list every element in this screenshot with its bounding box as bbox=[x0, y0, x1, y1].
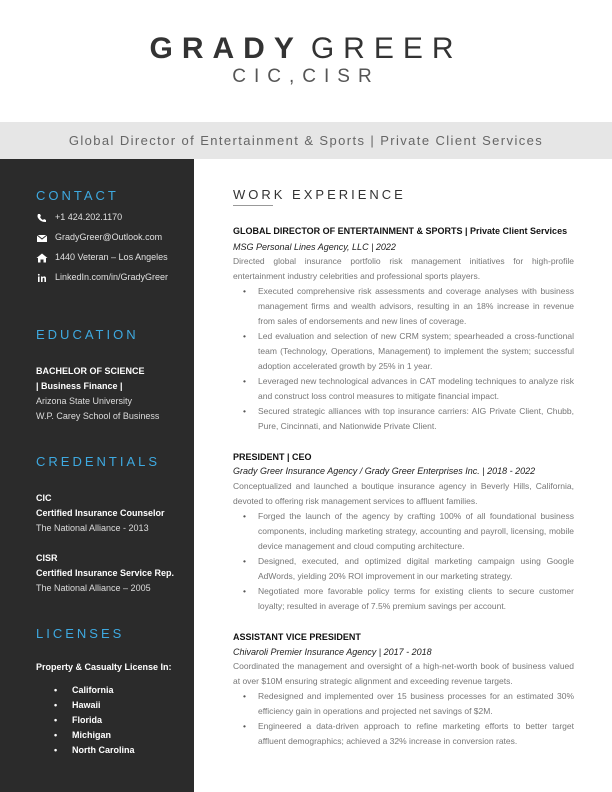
first-name: GRADY bbox=[149, 32, 303, 65]
job-description: Coordinated the management and oversight of a high-net-worth book of business valued at over $10M ensuring strategic alignment and exceeding revenue targets. bbox=[233, 661, 574, 686]
sidebar bbox=[0, 159, 194, 792]
credential-issuer: The National Alliance - 2013 bbox=[36, 523, 149, 533]
resume-header bbox=[0, 0, 612, 122]
job-description: Directed global insurance portfolio risk management initiatives for high-profile entertainment industry celebrities and professional sports players. bbox=[233, 256, 574, 281]
credential-issuer: The National Alliance – 2005 bbox=[36, 583, 151, 593]
heading-underline bbox=[233, 205, 273, 206]
last-name: GREER bbox=[310, 32, 463, 65]
job-title: GLOBAL DIRECTOR OF ENTERTAINMENT & SPORTS | Private Client Services bbox=[233, 226, 568, 236]
list-item: • Executed comprehensive risk assessments and coverage analyses with business management firms and wealth advisors, resulting in an 18% increase in revenue from sales of endorsements and new lines of coverage. bbox=[243, 284, 574, 329]
list-item: • Hawaii bbox=[54, 698, 135, 713]
contact-linkedin[interactable]: LinkedIn.com/in/GradyGreer bbox=[36, 272, 168, 286]
professional-title: Global Director of Entertainment & Sports | Private Client Services bbox=[68, 133, 544, 148]
contact-address: 1440 Veteran – Los Angeles bbox=[36, 252, 168, 266]
list-item: • Florida bbox=[54, 713, 135, 728]
licenses-heading: LICENSES bbox=[36, 626, 125, 641]
college: W.P. Carey School of Business bbox=[36, 411, 160, 421]
credentials-heading: CREDENTIALS bbox=[36, 454, 161, 469]
degree: BACHELOR OF SCIENCE bbox=[36, 366, 145, 376]
home-icon bbox=[36, 253, 48, 263]
job-bullets bbox=[243, 509, 574, 614]
credential-abbr: CISR bbox=[36, 553, 58, 563]
job-company: Chivaroli Premier Insurance Agency | 2017 - 2018 bbox=[233, 647, 432, 657]
job-bullets bbox=[243, 689, 574, 749]
licenses-label: Property & Casualty License In: bbox=[36, 662, 172, 672]
job-title: PRESIDENT | CEO bbox=[233, 452, 312, 462]
list-item: • Forged the launch of the agency by crafting 100% of all foundational business components, including marketing strategy, accounting and payroll, licensing, mobile device management and cloud computing architecture. bbox=[243, 509, 574, 554]
mail-icon bbox=[36, 233, 48, 243]
phone-icon bbox=[36, 213, 48, 223]
list-item: • Engineered a data-driven approach to refine marketing efforts to better target affluent demographics; achieved a 32% increase in conversion rates. bbox=[243, 719, 574, 749]
list-item: • Designed, executed, and optimized digital marketing campaign using Google AdWords, yielding 20% ROI improvement in our marketing strategy. bbox=[243, 554, 574, 584]
contact-phone: +1 424.202.1170 bbox=[36, 212, 122, 226]
education-heading: EDUCATION bbox=[36, 327, 139, 342]
candidate-name bbox=[0, 32, 612, 66]
credential-name: Certified Insurance Service Rep. bbox=[36, 568, 175, 578]
list-item: • Negotiated more favorable policy terms for existing clients to secure customer loyalty; resulted in average of 7.5% premium savings per account. bbox=[243, 584, 574, 614]
title-bar bbox=[0, 122, 612, 159]
school: Arizona State University bbox=[36, 396, 133, 406]
list-item: • North Carolina bbox=[54, 743, 135, 758]
list-item: • Leveraged new technological advances in CAT modeling techniques to analyze risk and construct loss control measures to mitigate financial impact. bbox=[243, 374, 574, 404]
job-company: MSG Personal Lines Agency, LLC | 2022 bbox=[233, 242, 396, 252]
list-item: • California bbox=[54, 683, 135, 698]
list-item: • Michigan bbox=[54, 728, 135, 743]
list-item: • Secured strategic alliances with top insurance carriers: AIG Private Client, Chubb, Pure, Cincinnati, and Nationwide Private Client. bbox=[243, 404, 574, 434]
credential-name: Certified Insurance Counselor bbox=[36, 508, 165, 518]
job-title: ASSISTANT VICE PRESIDENT bbox=[233, 632, 361, 642]
license-list bbox=[54, 683, 135, 758]
contact-heading: CONTACT bbox=[36, 188, 119, 203]
major: | Business Finance | bbox=[36, 381, 123, 391]
linkedin-icon bbox=[36, 273, 48, 283]
credential-abbr: CIC bbox=[36, 493, 52, 503]
name-credentials: CIC,CISR bbox=[232, 66, 380, 87]
list-item: • Redesigned and implemented over 15 business processes for an estimated 30% efficiency gain in operations and projected net savings of $2M. bbox=[243, 689, 574, 719]
job-bullets bbox=[243, 284, 574, 434]
list-item: • Led evaluation and selection of new CRM system; spearheaded a cross-functional team (Technology, Operations, Management) to implement the system; successful adoption accelerated growth by 25% in 1 year. bbox=[243, 329, 574, 374]
contact-email[interactable]: GradyGreer@Outlook.com bbox=[36, 232, 162, 246]
work-experience-heading: WORK EXPERIENCE bbox=[233, 187, 406, 202]
job-company: Grady Greer Insurance Agency / Grady Greer Enterprises Inc. | 2018 - 2022 bbox=[233, 466, 536, 476]
job-description: Conceptualized and launched a boutique insurance agency in Beverly Hills, California, devoted to offering risk management services to affluent families. bbox=[233, 481, 574, 506]
